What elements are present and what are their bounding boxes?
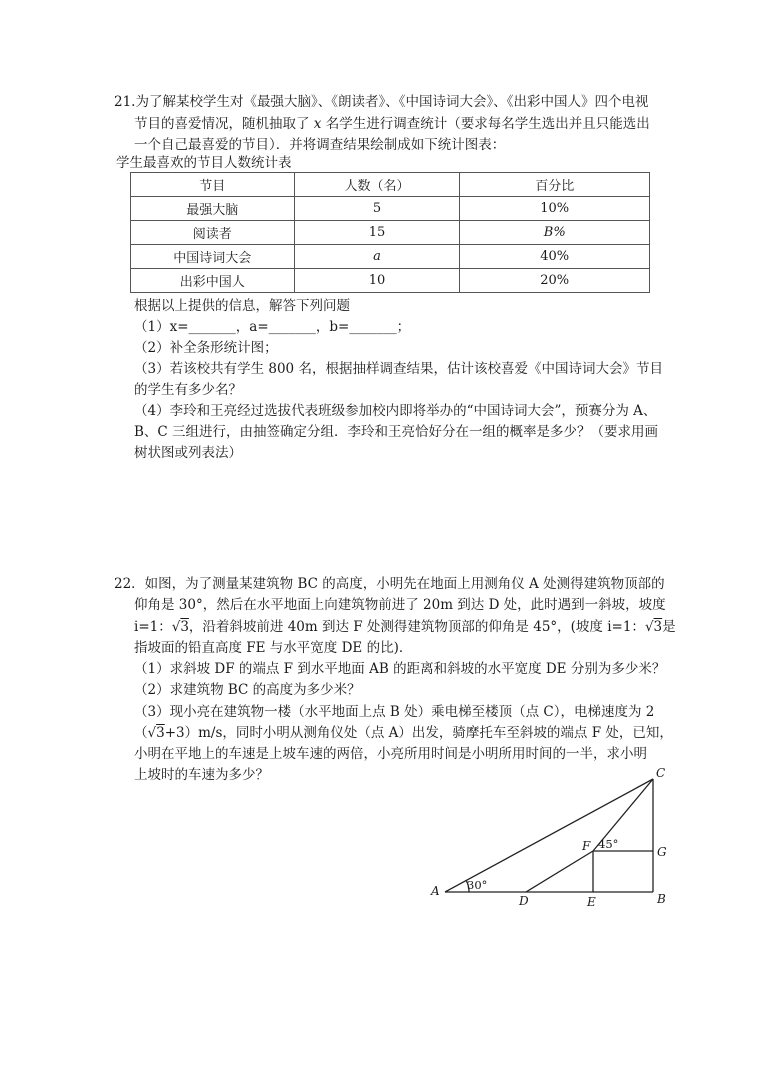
table-cell: 10%	[460, 197, 650, 221]
label-b: B	[657, 892, 666, 906]
q22-line1: 22．如图，为了测量某建筑物 BC 的高度，小明先在地面上用测角仪 A 处测得建筑物顶部的	[114, 576, 665, 592]
sight-line-ac	[445, 779, 653, 892]
table-cell: 40%	[460, 245, 650, 269]
angle-label-45: 45°	[598, 837, 619, 851]
table-header-row	[131, 173, 650, 197]
sqrt-symbol: √3	[147, 725, 165, 741]
q22-sub3-cont3: 上坡时的车速为多少？	[134, 767, 269, 783]
table-cell: a	[294, 245, 460, 269]
q21-line2: 节目的喜爱情况，随机抽取了 x 名学生进行调查统计（要求每名学生选出并且只能选出	[134, 116, 650, 132]
table-title: 学生最喜欢的节目人数统计表	[116, 155, 292, 171]
q21-sub4: （4）李玲和王亮经过选拔代表班级参加校内即将举办的“中国诗词大会”，预赛分为 A、	[134, 403, 657, 419]
q22-line2: 仰角是 30°，然后在水平地面上向建筑物前进了 20m 到达 D 处，此时遇到一斜坡，坡度	[134, 597, 666, 613]
table-row	[131, 221, 650, 245]
q21-sub4-cont1: B、C 三组进行，由抽签确定分组．李玲和王亮恰好分在一组的概率是多少？（要求用画	[134, 424, 659, 440]
label-g: G	[657, 845, 667, 859]
table-cell: B%	[460, 221, 650, 245]
q21-sub3-cont: 的学生有多少名？	[134, 382, 242, 398]
sqrt-symbol: √3	[171, 619, 189, 635]
q22-line4: 指坡面的铅直高度 FE 与水平宽度 DE 的比)．	[134, 640, 413, 656]
q22-sub3-cont2: 小明在平地上的车速是上坡车速的两倍，小亮所用时间是小明所用时间的一半，求小明	[134, 746, 647, 762]
q22-sub3: （3）现小亮在建筑物一楼（水平地面上点 B 处）乘电梯至楼顶（点 C），电梯速度为 2	[134, 704, 655, 720]
q22-sub1: （1）求斜坡 DF 的端点 F 到水平地面 AB 的距离和斜坡的水平宽度 DE 分别为多少米？	[134, 661, 666, 677]
slope-line-df	[526, 851, 593, 892]
table-cell: 阅读者	[131, 221, 295, 245]
table-cell: 中国诗词大会	[131, 245, 295, 269]
q22-sub3-cont1: （√3+3）m/s，同时小明从测角仪处（点 A）出发，骑摩托车至斜坡的端点 F 处，已知，	[134, 725, 673, 741]
table-row	[131, 269, 650, 293]
label-d: D	[519, 894, 529, 908]
label-f: F	[582, 839, 591, 853]
angle-label-30: 30°	[467, 878, 488, 892]
q22-line3: i=1：√3，沿着斜坡前进 40m 到达 F 处测得建筑物顶部的仰角是 45°，(坡度 i=1：√3是	[134, 619, 676, 635]
q21-instruction: 根据以上提供的信息，解答下列问题	[134, 298, 350, 314]
table-cell: 15	[294, 221, 460, 245]
header-cell: 百分比	[460, 173, 650, 197]
header-cell: 节目	[131, 173, 295, 197]
geometry-figure	[425, 765, 685, 915]
table-cell: 最强大脑	[131, 197, 295, 221]
q21-sub1: （1）x=_______，a=_______，b=_______；	[134, 319, 411, 335]
label-c: C	[656, 766, 666, 780]
q21-sub4-cont2: 树状图或列表法）	[134, 445, 242, 461]
table-cell: 10	[294, 269, 460, 293]
table-cell: 5	[294, 197, 460, 221]
table-row	[131, 245, 650, 269]
q21-sub3: （3）若该校共有学生 800 名，根据抽样调查结果，估计该校喜爱《中国诗词大会》节目	[134, 361, 663, 377]
q22-sub2: （2）求建筑物 BC 的高度为多少米？	[134, 682, 361, 698]
table-row	[131, 197, 650, 221]
label-a: A	[431, 884, 440, 898]
label-e: E	[587, 895, 596, 909]
sqrt-symbol: √3	[644, 619, 663, 635]
stats-table	[130, 172, 650, 293]
q21-line1: 21.为了解某校学生对《最强大脑》、《朗读者》、《中国诗词大会》、《出彩中国人》四个电视	[114, 94, 649, 110]
table-cell: 出彩中国人	[131, 269, 295, 293]
q21-sub2: （2）补全条形统计图；	[134, 340, 278, 356]
q21-line3: 一个自己最喜爱的节目）．并将调查结果绘制成如下统计图表：	[134, 137, 506, 153]
header-cell: 人数（名）	[294, 173, 460, 197]
table-cell: 20%	[460, 269, 650, 293]
